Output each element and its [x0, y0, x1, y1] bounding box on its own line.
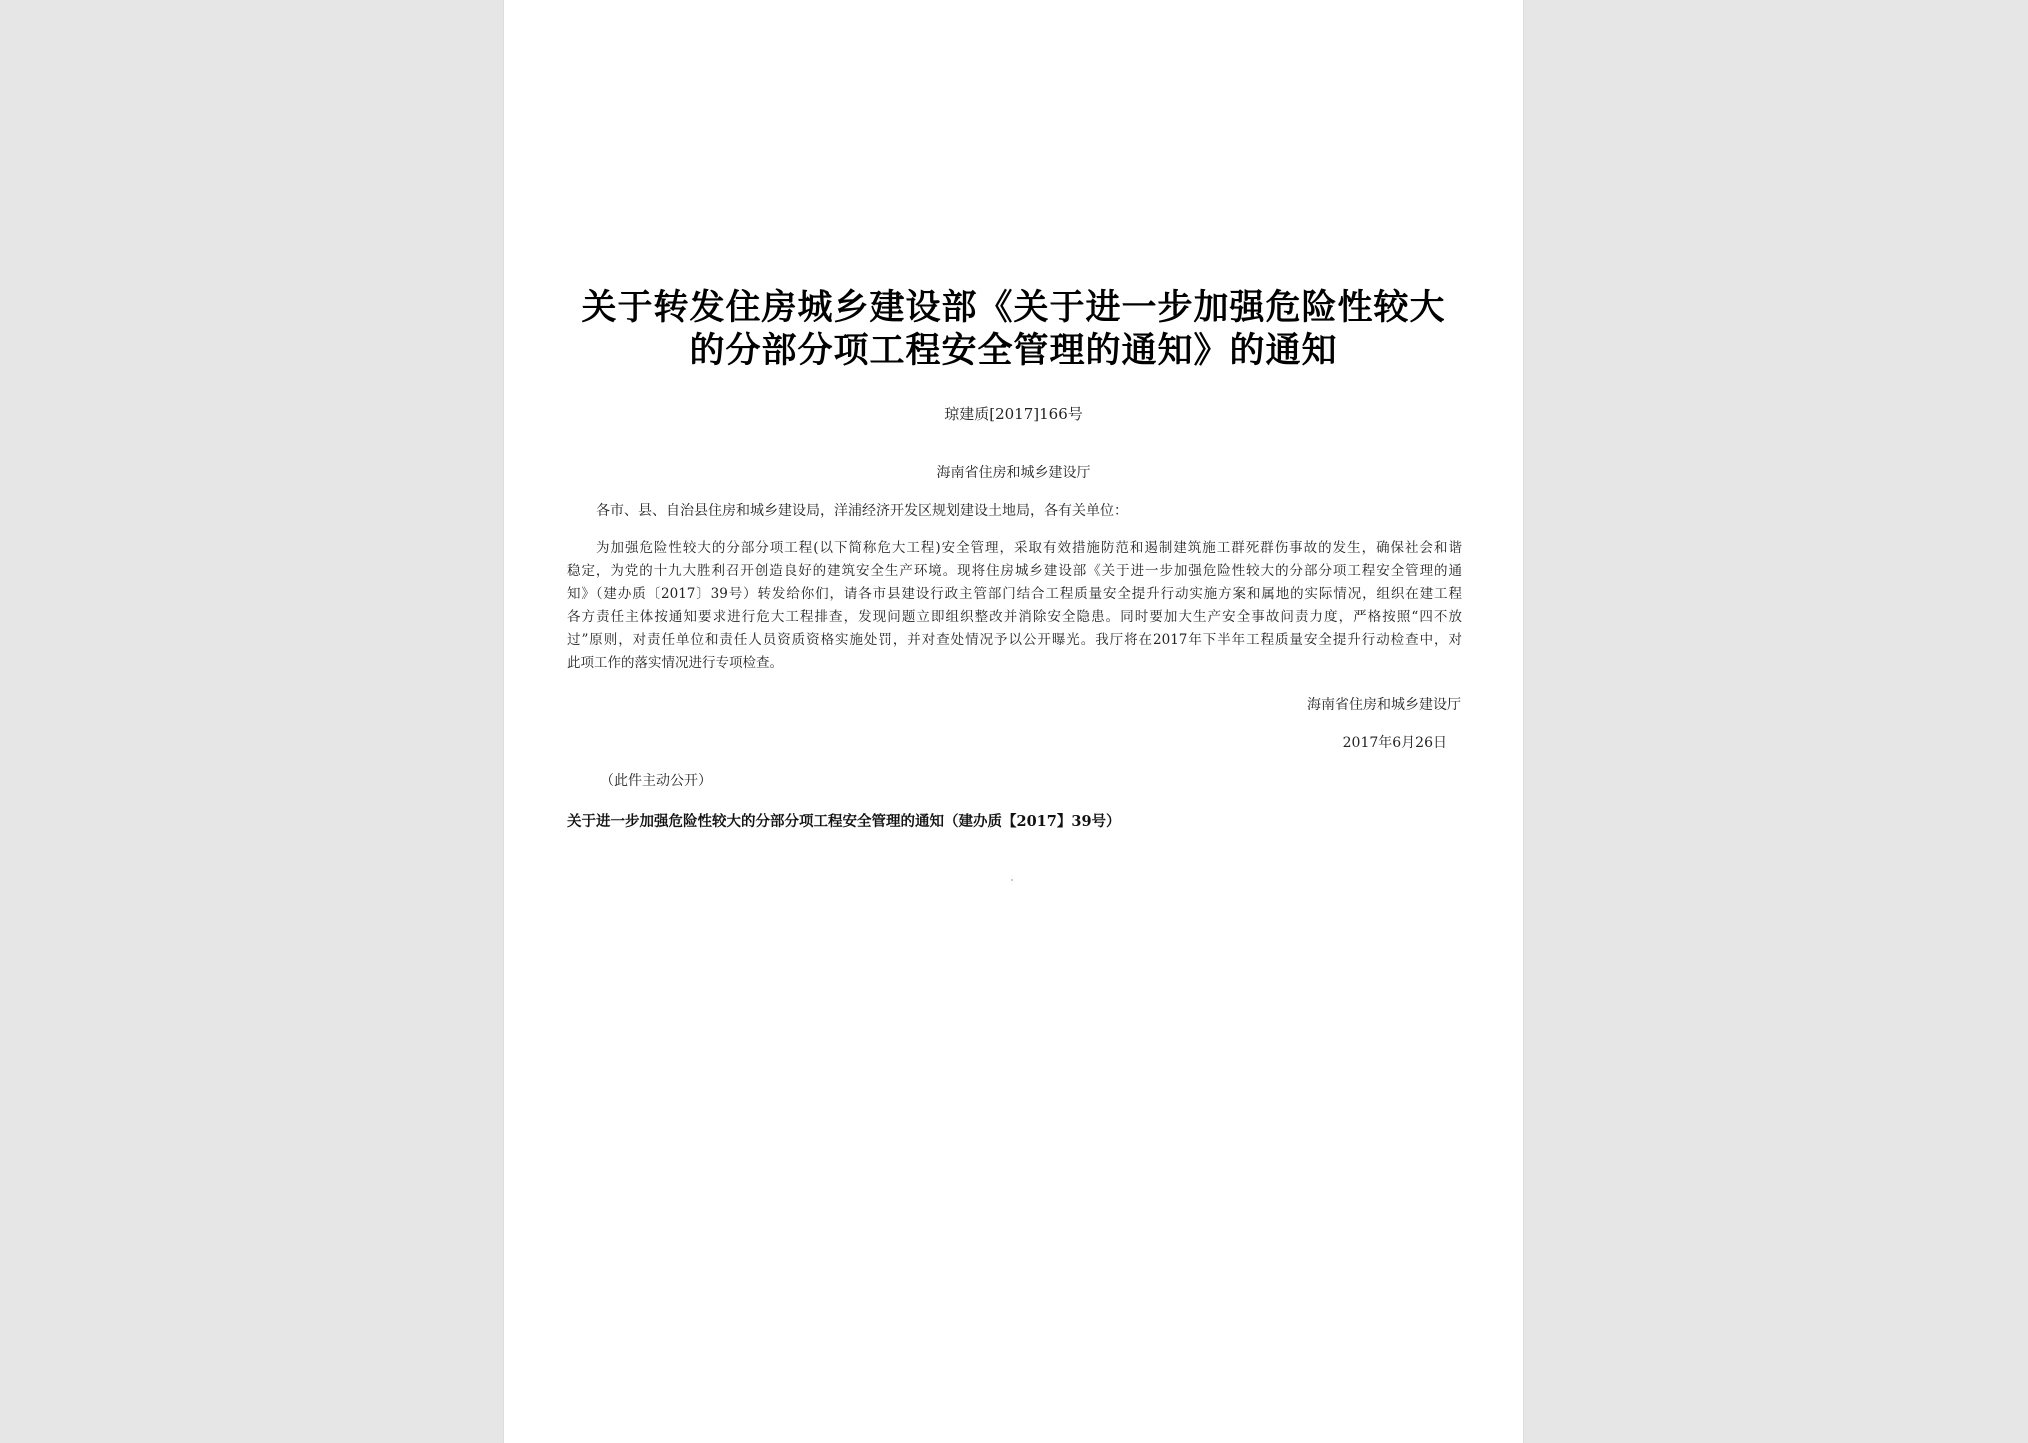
- document-title-line-1: 关于转发住房城乡建设部《关于进一步加强危险性较大: [581, 287, 1446, 328]
- body-line: 此项工作的落实情况进行专项检查。: [567, 655, 783, 671]
- signature-authority: 海南省住房和城乡建设厅: [1307, 697, 1461, 713]
- body-line: 各方责任主体按通知要求进行危大工程排查，发现问题立即组织整改并消除安全隐患。同时要加大生产安全事故问责力度，严格按照“四不放: [567, 609, 1462, 625]
- document-title-line-2: 的分部分项工程安全管理的通知》的通知: [689, 330, 1338, 371]
- body-line: 过”原则，对责任单位和责任人员资质资格实施处罚，并对查处情况予以公开曝光。我厅将在2017年下半年工程质量安全提升行动检查中，对: [567, 632, 1462, 648]
- body-line: 知》（建办质〔2017〕39号）转发给你们，请各市县建设行政主管部门结合工程质量安全提升行动实施方案和属地的实际情况，组织在建工程: [567, 586, 1462, 602]
- attachment-link[interactable]: 关于进一步加强危险性较大的分部分项工程安全管理的通知（建办质【2017】39号）: [567, 813, 1121, 830]
- body-paragraph: [567, 537, 1462, 675]
- body-line: 稳定，为党的十九大胜利召开创造良好的建筑安全生产环境。现将住房城乡建设部《关于进一步加强危险性较大的分部分项工程安全管理的通: [567, 563, 1462, 579]
- issue-date: 2017年6月26日: [1342, 735, 1447, 751]
- document-number: 琼建质[2017]166号: [944, 405, 1083, 423]
- public-disclosure-note: （此件主动公开）: [600, 773, 712, 789]
- issuing-authority: 海南省住房和城乡建设厅: [936, 465, 1091, 481]
- addressee-line: 各市、县、自治县住房和城乡建设局，洋浦经济开发区规划建设土地局，各有关单位：: [596, 503, 1128, 519]
- document-page: [504, 0, 1523, 1443]
- scan-speck: [1011, 879, 1013, 881]
- body-line: 为加强危险性较大的分部分项工程(以下简称危大工程)安全管理，采取有效措施防范和遏制建筑施工群死群伤事故的发生，确保社会和谐: [596, 540, 1462, 556]
